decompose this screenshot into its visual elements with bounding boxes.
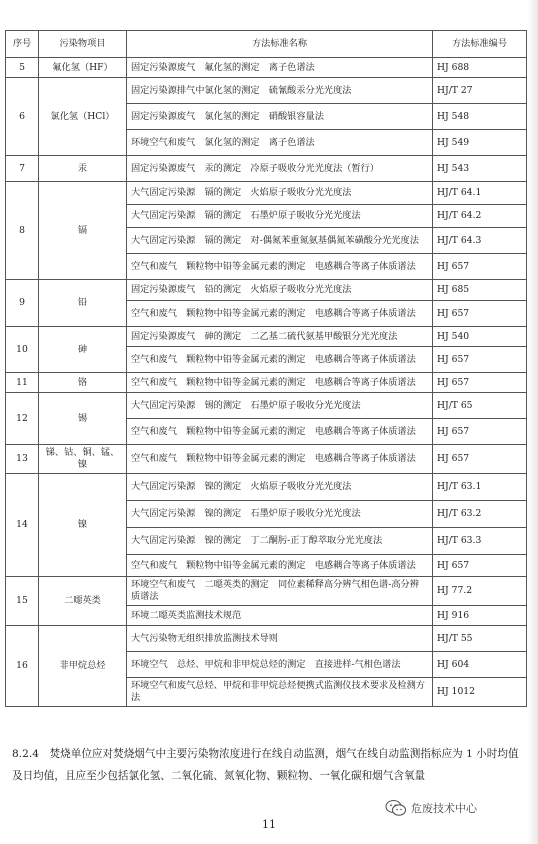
- cell-method: 固定污染源排气中氯化氢的测定 硫氰酸汞分光光度法: [127, 78, 433, 104]
- cell-seq: 10: [6, 327, 39, 373]
- table-row: [6, 156, 527, 182]
- cell-pollutant: 镉: [39, 182, 127, 280]
- header-method: 方法标准名称: [127, 31, 433, 58]
- cell-pollutant: 氯化氢（HCl）: [39, 78, 127, 156]
- cell-seq: 9: [6, 280, 39, 327]
- cell-pollutant: 汞: [39, 156, 127, 182]
- cell-method: 大气固定污染源 镉的测定 火焰原子吸收分光光度法: [127, 182, 433, 205]
- cell-method: 空气和废气 颗粒物中铅等金属元素的测定 电感耦合等离子体质谱法: [127, 301, 433, 327]
- cell-code: HJ 549: [433, 130, 527, 156]
- cell-method: 大气固定污染源 镍的测定 石墨炉原子吸收分光光度法: [127, 501, 433, 528]
- table-row: [6, 182, 527, 205]
- cell-code: HJ 1012: [433, 678, 527, 707]
- cell-method: 空气和废气 颗粒物中铅等金属元素的测定 电感耦合等离子体质谱法: [127, 347, 433, 373]
- cell-code: HJ/T 63.1: [433, 474, 527, 501]
- cell-code: HJ/T 63.3: [433, 528, 527, 555]
- cell-code: HJ 543: [433, 156, 527, 182]
- cell-pollutant: 氟化氢（HF）: [39, 58, 127, 78]
- cell-code: HJ 685: [433, 280, 527, 301]
- watermark-text: 危废技术中心: [411, 802, 477, 815]
- method-standards-table: [5, 30, 527, 707]
- cell-seq: 5: [6, 58, 39, 78]
- table-row: [6, 78, 527, 104]
- cell-code: HJ/T 65: [433, 393, 527, 419]
- table-row: [6, 445, 527, 474]
- cell-code: HJ 657: [433, 373, 527, 393]
- cell-method: 空气和废气 颗粒物中铅等金属元素的测定 电感耦合等离子体质谱法: [127, 373, 433, 393]
- table-body: [6, 58, 527, 707]
- page-number: 11: [262, 818, 276, 831]
- table-header-row: [6, 31, 527, 58]
- cell-code: HJ 688: [433, 58, 527, 78]
- cell-seq: 11: [6, 373, 39, 393]
- cell-method: 大气固定污染源 镉的测定 对-偶氮苯重氮氨基偶氮苯磺酸分光光度法: [127, 228, 433, 254]
- cell-method: 大气固定污染源 锡的测定 石墨炉原子吸收分光光度法: [127, 393, 433, 419]
- cell-method: 空气和废气 颗粒物中铅等金属元素的测定 电感耦合等离子体质谱法: [127, 254, 433, 280]
- cell-code: HJ 77.2: [433, 577, 527, 606]
- cell-code: HJ/T 27: [433, 78, 527, 104]
- header-seq: 序号: [6, 31, 39, 58]
- cell-code: HJ 657: [433, 301, 527, 327]
- cell-code: HJ 657: [433, 445, 527, 474]
- cell-pollutant: 锑、钴、铜、锰、镍: [39, 445, 127, 474]
- cell-method: 固定污染源废气 氯化氢的测定 硝酸银容量法: [127, 104, 433, 130]
- cell-method: 空气和废气 颗粒物中铅等金属元素的测定 电感耦合等离子体质谱法: [127, 419, 433, 445]
- table-row: [6, 280, 527, 301]
- cell-code: HJ 604: [433, 652, 527, 678]
- table-row: [6, 373, 527, 393]
- table-row: [6, 626, 527, 652]
- cell-code: HJ/T 55: [433, 626, 527, 652]
- header-code: 方法标准编号: [433, 31, 527, 58]
- table-row: [6, 327, 527, 347]
- cell-code: HJ 657: [433, 254, 527, 280]
- cell-method: 大气固定污染源 镍的测定 丁二酮肟-正丁醇萃取分光光度法: [127, 528, 433, 555]
- cell-code: HJ 548: [433, 104, 527, 130]
- cell-code: HJ 657: [433, 419, 527, 445]
- table-row: [6, 577, 527, 606]
- cell-method: 环境二噁英类监测技术规范: [127, 606, 433, 626]
- cell-code: HJ/T 64.2: [433, 205, 527, 228]
- cell-method: 大气固定污染源 镍的测定 火焰原子吸收分光光度法: [127, 474, 433, 501]
- paragraph-8-2-4: 8.2.4 焚烧单位应对焚烧烟气中主要污染物浓度进行在线自动监测，烟气在线自动监测指标应为 1 小时均值及日均值，且应至少包括氯化氢、二氧化硫、氮氧化物、颗粒物、一氧化碳和烟气含氧量: [12, 748, 519, 782]
- cell-seq: 12: [6, 393, 39, 445]
- table-row: [6, 474, 527, 501]
- cell-method: 大气固定污染源 镉的测定 石墨炉原子吸收分光光度法: [127, 205, 433, 228]
- cell-pollutant: 铅: [39, 280, 127, 327]
- cell-pollutant: 镍: [39, 474, 127, 577]
- page-edge: [527, 0, 538, 844]
- cell-code: HJ 657: [433, 347, 527, 373]
- cell-method: 空气和废气 颗粒物中铅等金属元素的测定 电感耦合等离子体质谱法: [127, 445, 433, 474]
- cell-seq: 14: [6, 474, 39, 577]
- cell-code: HJ/T 64.1: [433, 182, 527, 205]
- cell-seq: 16: [6, 626, 39, 707]
- cell-method: 固定污染源废气 铅的测定 火焰原子吸收分光光度法: [127, 280, 433, 301]
- cell-seq: 8: [6, 182, 39, 280]
- cell-method: 固定污染源废气 汞的测定 冷原子吸收分光光度法（暂行）: [127, 156, 433, 182]
- cell-pollutant: 非甲烷总烃: [39, 626, 127, 707]
- cell-method: 固定污染源废气 氟化氢的测定 离子色谱法: [127, 58, 433, 78]
- cell-code: HJ 916: [433, 606, 527, 626]
- cell-seq: 13: [6, 445, 39, 474]
- cell-method: 固定污染源废气 砷的测定 二乙基二硫代氨基甲酸银分光光度法: [127, 327, 433, 347]
- cell-method: 环境空气和废气 二噁英类的测定 同位素稀释高分辨气相色谱-高分辨质谱法: [127, 577, 433, 606]
- cell-seq: 15: [6, 577, 39, 626]
- cell-code: HJ/T 64.3: [433, 228, 527, 254]
- watermark: [385, 799, 477, 817]
- cell-code: HJ/T 63.2: [433, 501, 527, 528]
- cell-method: 环境空气和废气总烃、甲烷和非甲烷总烃便携式监测仪技术要求及检测方法: [127, 678, 433, 707]
- cell-method: 环境空气和废气 氯化氢的测定 离子色谱法: [127, 130, 433, 156]
- cell-code: HJ 540: [433, 327, 527, 347]
- table-row: [6, 58, 527, 78]
- table-row: [6, 393, 527, 419]
- cell-pollutant: 锡: [39, 393, 127, 445]
- cell-seq: 6: [6, 78, 39, 156]
- cell-pollutant: 二噁英类: [39, 577, 127, 626]
- cell-pollutant: 砷: [39, 327, 127, 373]
- cell-method: 环境空气 总烃、甲烷和非甲烷总烃的测定 直接进样-气相色谱法: [127, 652, 433, 678]
- cell-method: 大气污染物无组织排放监测技术导则: [127, 626, 433, 652]
- cell-code: HJ 657: [433, 555, 527, 577]
- cell-seq: 7: [6, 156, 39, 182]
- cell-method: 空气和废气 颗粒物中铅等金属元素的测定 电感耦合等离子体质谱法: [127, 555, 433, 577]
- wechat-icon: [385, 799, 407, 817]
- cell-pollutant: 铬: [39, 373, 127, 393]
- header-pollutant: 污染物项目: [39, 31, 127, 58]
